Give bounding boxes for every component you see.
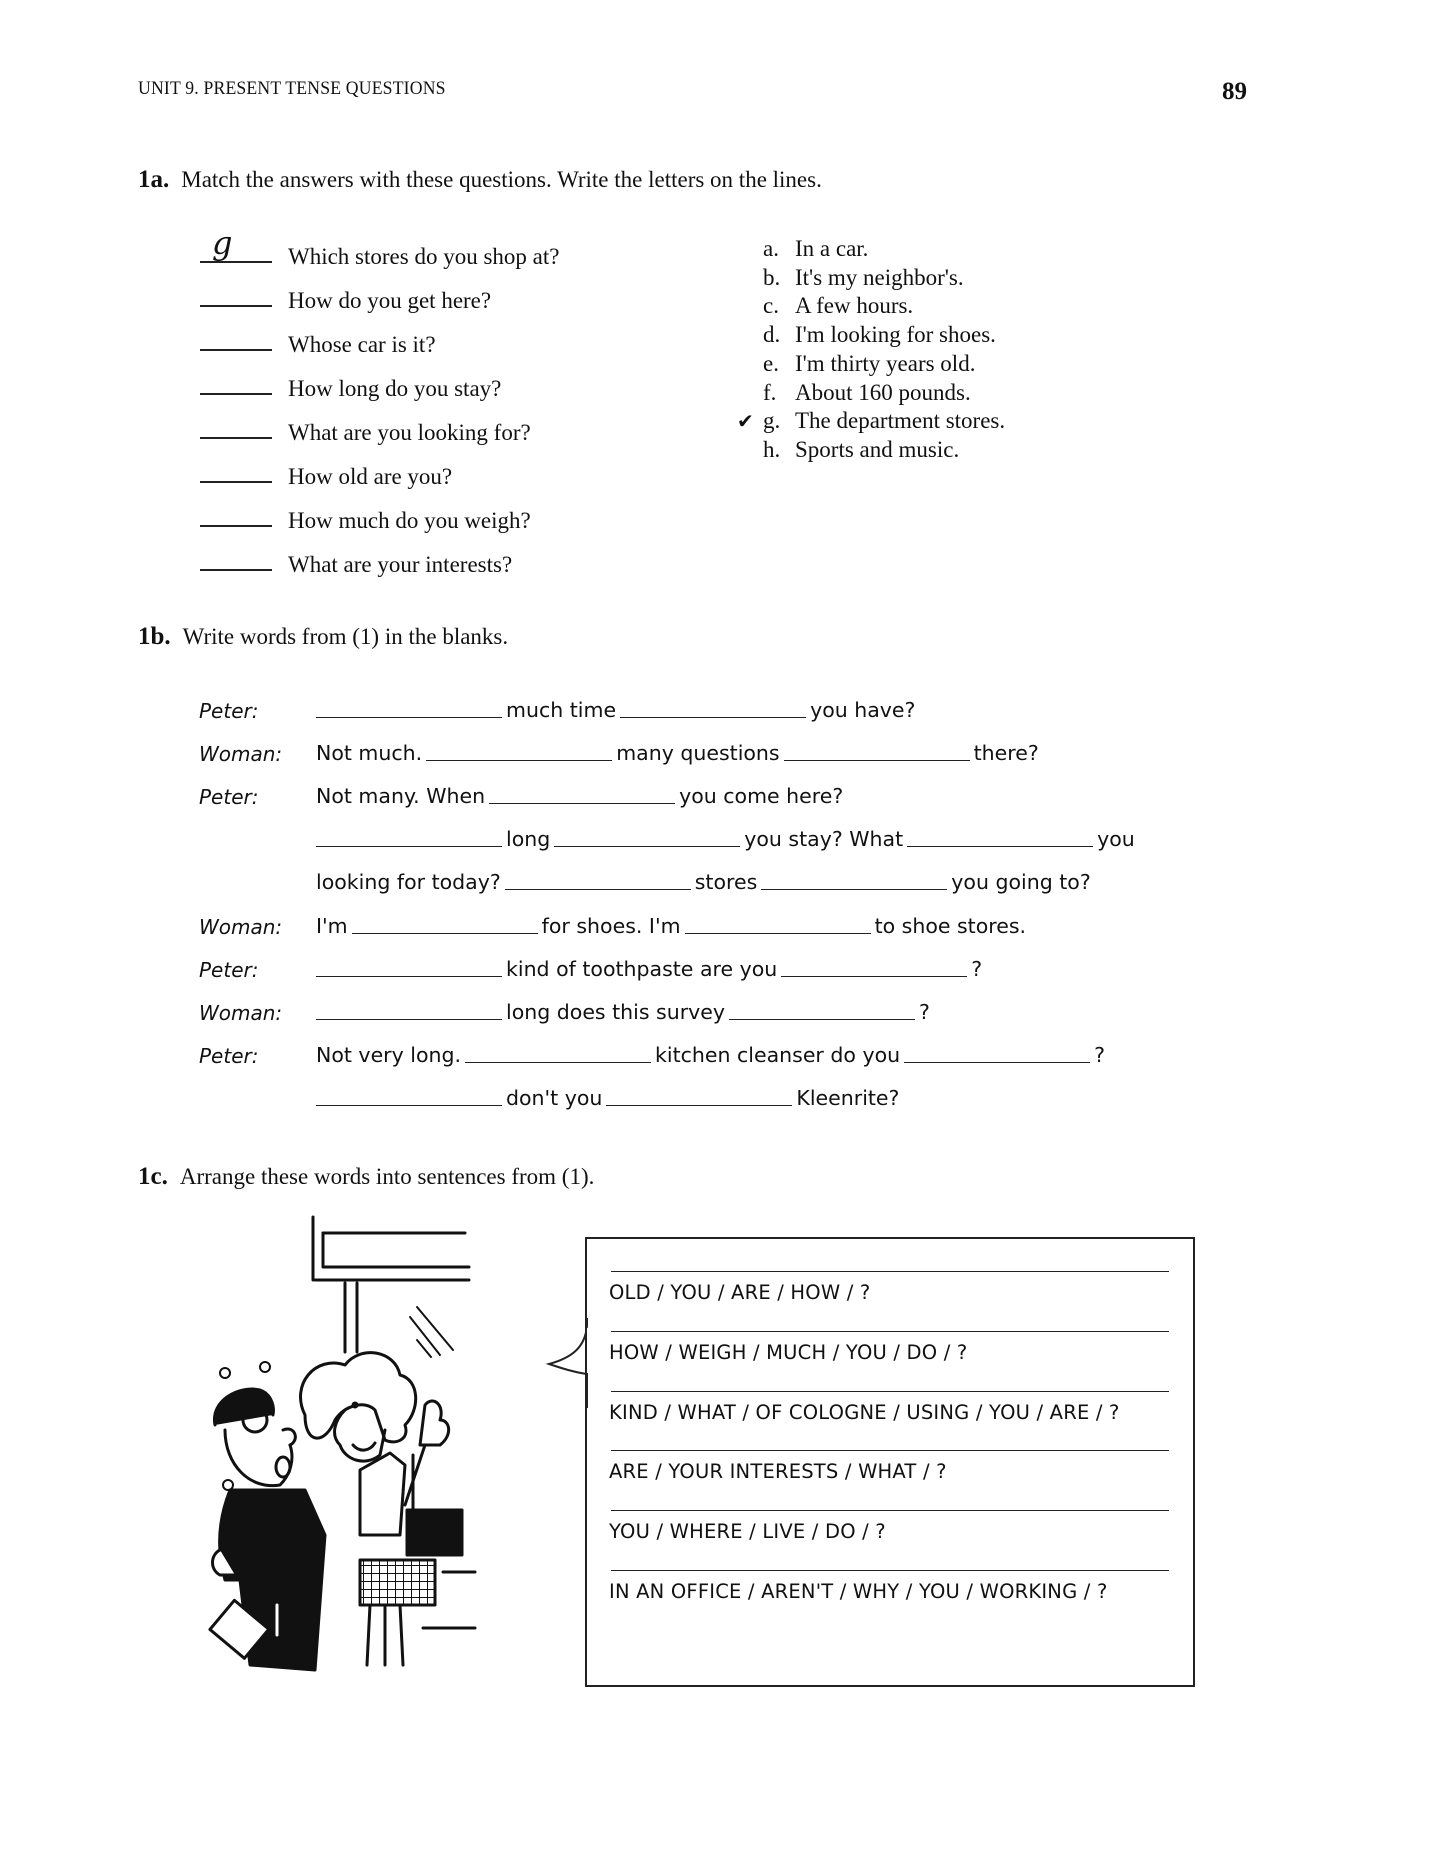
fill-in-blank[interactable]: [316, 1085, 502, 1106]
speaker-label: Woman:: [199, 742, 283, 767]
fill-in-blank[interactable]: [761, 869, 947, 890]
fill-in-blank[interactable]: [907, 826, 1093, 847]
dialogue-text: Not many. When: [316, 784, 486, 809]
answer-letter: f.: [763, 379, 777, 405]
exercise-1b-title: [138, 623, 508, 651]
answer-blank[interactable]: [200, 413, 272, 439]
fill-in-blank[interactable]: [620, 697, 806, 718]
dialogue-text: don't you: [506, 1085, 603, 1110]
fill-in-blank[interactable]: [316, 697, 502, 718]
answer-letter: a.: [763, 236, 779, 261]
dialogue-text: you: [1097, 827, 1135, 852]
answer-blank[interactable]: [200, 545, 272, 571]
dialogue-text: ?: [1094, 1042, 1106, 1067]
answer-blank[interactable]: [200, 369, 272, 395]
sweat-drop: [220, 1368, 230, 1378]
dialogue-text: to shoe stores.: [874, 913, 1027, 938]
question-text: Which stores do you shop at?: [288, 244, 560, 269]
woman-smile: [353, 1443, 375, 1450]
fill-in-blank[interactable]: [784, 740, 970, 761]
woman-blouse: [360, 1453, 405, 1535]
woman-arm: [405, 1445, 425, 1505]
scrambled-prompt: ARE / YOUR INTERESTS / WHAT / ?: [609, 1460, 947, 1484]
writing-line[interactable]: [611, 1570, 1169, 1571]
glass-shine: [417, 1307, 453, 1350]
dialogue-text: you stay? What: [744, 827, 904, 852]
dialogue-text: for shoes. I'm: [541, 913, 681, 938]
answer-option: [763, 322, 996, 351]
dialogue-text: stores: [694, 870, 758, 895]
scrambled-prompt: YOU / WHERE / LIVE / DO / ?: [609, 1520, 886, 1544]
question-text: How long do you stay?: [288, 376, 502, 401]
dialogue-line: [316, 740, 1039, 765]
man-mouth: [276, 1457, 290, 1477]
dialogue-text: many questions: [616, 741, 780, 766]
question-row: [200, 358, 501, 402]
fill-in-blank[interactable]: [489, 783, 675, 804]
unit-title: UNIT 9. PRESENT TENSE QUESTIONS: [138, 78, 446, 99]
question-text: How do you get here?: [288, 288, 492, 313]
answer-option: [763, 265, 964, 294]
fill-in-blank[interactable]: [352, 913, 538, 934]
exercise-instruction: Arrange these words into sentences from (1).: [179, 1164, 595, 1189]
fill-in-blank[interactable]: [316, 999, 502, 1020]
answer-blank[interactable]: [200, 224, 272, 263]
answer-blank[interactable]: [200, 325, 272, 351]
dialogue-text: you come here?: [679, 784, 844, 809]
dialogue-text: ?: [919, 999, 930, 1024]
answer-text: The department stores.: [795, 408, 1006, 434]
fill-in-blank[interactable]: [465, 1042, 651, 1063]
fill-in-blank[interactable]: [316, 956, 502, 977]
question-text: How much do you weigh?: [288, 508, 531, 533]
dialogue-line: [316, 697, 915, 722]
man-nose: [283, 1429, 295, 1445]
question-row: [200, 270, 491, 314]
woman-hair: [301, 1353, 416, 1442]
fill-in-blank[interactable]: [505, 869, 691, 890]
dialogue-text: Kleenrite?: [796, 1085, 900, 1110]
question-row: [200, 490, 531, 534]
dialogue-text: looking for today?: [316, 870, 501, 895]
woman-leg: [400, 1605, 403, 1665]
window-frame-line: [323, 1233, 469, 1267]
fill-in-blank[interactable]: [606, 1085, 792, 1106]
check-mark-icon: ✔: [737, 411, 754, 434]
speaker-label: Woman:: [199, 914, 283, 939]
dialogue-line: [316, 783, 843, 808]
exercise-instruction: Write words from (1) in the blanks.: [182, 624, 509, 649]
sweat-drop: [260, 1362, 270, 1372]
answer-text: It's my neighbor's.: [795, 264, 964, 290]
dialogue-text: long: [506, 827, 551, 852]
speaker-label: Peter:: [199, 957, 259, 982]
exercise-instruction: Match the answers with these questions. Write the letters on the lines.: [181, 167, 822, 192]
writing-line[interactable]: [611, 1271, 1169, 1272]
fill-in-blank[interactable]: [426, 740, 612, 761]
answer-letter: c.: [763, 293, 779, 319]
dialogue-line: [316, 1085, 899, 1110]
exercise-number: 1c.: [138, 1163, 168, 1190]
dialogue-text: Not very long.: [316, 1042, 462, 1067]
woman-raised-hand: [420, 1401, 449, 1445]
writing-line[interactable]: [611, 1450, 1169, 1451]
question-text: How old are you?: [288, 464, 453, 489]
woman-leg: [367, 1605, 370, 1665]
question-row: [200, 314, 436, 358]
dialogue-text: kind of toothpaste are you: [506, 956, 778, 981]
answer-option: [763, 437, 959, 466]
dialogue-text: I'm: [316, 913, 348, 938]
dialogue-text: you have?: [810, 698, 916, 722]
scrambled-prompt: HOW / WEIGH / MUCH / YOU / DO / ?: [609, 1340, 968, 1364]
answer-text: In a car.: [795, 236, 869, 261]
speech-bubble-tail: [541, 1318, 591, 1408]
speaker-label: Peter:: [199, 785, 259, 810]
writing-line[interactable]: [611, 1391, 1169, 1392]
question-text: Whose car is it?: [288, 332, 436, 357]
dialogue-text: there?: [973, 741, 1039, 766]
answer-letter: d.: [763, 322, 781, 348]
question-row: [200, 402, 531, 446]
question-row: [200, 226, 559, 270]
page-number: 89: [1222, 78, 1247, 105]
fill-in-blank[interactable]: [554, 826, 740, 847]
dialogue-line: [316, 826, 1135, 851]
scrambled-prompt: KIND / WHAT / OF COLOGNE / USING / YOU / ARE / ?: [609, 1400, 1120, 1424]
fill-in-blank[interactable]: [685, 913, 871, 934]
fill-in-blank[interactable]: [781, 956, 967, 977]
scrambled-prompt: OLD / YOU / ARE / HOW / ?: [609, 1281, 871, 1304]
answer-box: [585, 1237, 1195, 1687]
answer-option: [763, 351, 975, 380]
answer-letter: e.: [763, 350, 779, 376]
scrambled-prompt: IN AN OFFICE / AREN'T / WHY / YOU / WORKING / ?: [609, 1580, 1108, 1603]
answer-letter: g.: [763, 408, 781, 434]
question-text: What are you looking for?: [288, 420, 531, 445]
answer-option: [763, 380, 971, 409]
answer-blank[interactable]: [200, 457, 272, 483]
speaker-label: Woman:: [199, 1000, 283, 1025]
fill-in-blank[interactable]: [316, 826, 502, 847]
fill-in-blank[interactable]: [729, 999, 915, 1020]
answer-blank[interactable]: [200, 501, 272, 527]
dialogue-text: Not much.: [316, 741, 423, 766]
question-text: What are your interests?: [288, 552, 513, 577]
answer-text: Sports and music.: [795, 436, 960, 462]
writing-line[interactable]: [611, 1510, 1169, 1511]
exercise-1a-title: [138, 166, 822, 194]
answer-option: [763, 293, 913, 322]
woman-checked-skirt: [360, 1560, 435, 1605]
speaker-label: Peter:: [199, 1043, 259, 1068]
answer-text: I'm thirty years old.: [795, 350, 976, 376]
exercise-number: 1b.: [138, 623, 171, 650]
exercise-number: 1a.: [138, 166, 170, 193]
question-row: [200, 534, 512, 578]
dialogue-line: [316, 913, 1026, 938]
speaker-label: Peter:: [199, 699, 259, 723]
dialogue-text: ?: [971, 956, 983, 981]
dialogue-line: [316, 999, 930, 1024]
answer-option: [763, 236, 868, 265]
answer-letter: b.: [763, 264, 781, 290]
answer-letter: h.: [763, 436, 781, 462]
answer-text: About 160 pounds.: [795, 379, 971, 405]
answer-option: [737, 408, 1006, 437]
question-row: [200, 446, 452, 490]
dialogue-line: [316, 1042, 1105, 1067]
dialogue-text: you going to?: [951, 870, 1091, 895]
writing-line[interactable]: [611, 1331, 1169, 1332]
answer-text: I'm looking for shoes.: [795, 322, 996, 348]
dialogue-text: much time: [506, 698, 617, 722]
dialogue-text: long does this survey: [506, 999, 726, 1024]
handwritten-answer: g: [212, 224, 233, 262]
dialogue-text: kitchen cleanser do you: [655, 1042, 901, 1067]
dialogue-line: [316, 956, 982, 981]
fill-in-blank[interactable]: [904, 1042, 1090, 1063]
answer-text: A few hours.: [795, 293, 914, 319]
exercise-1c-title: [138, 1163, 594, 1191]
answer-blank[interactable]: [200, 281, 272, 307]
woman-handbag: [407, 1510, 462, 1555]
woman-eye: [353, 1403, 357, 1407]
dialogue-line: [316, 869, 1091, 894]
cartoon-illustration: [195, 1205, 525, 1685]
